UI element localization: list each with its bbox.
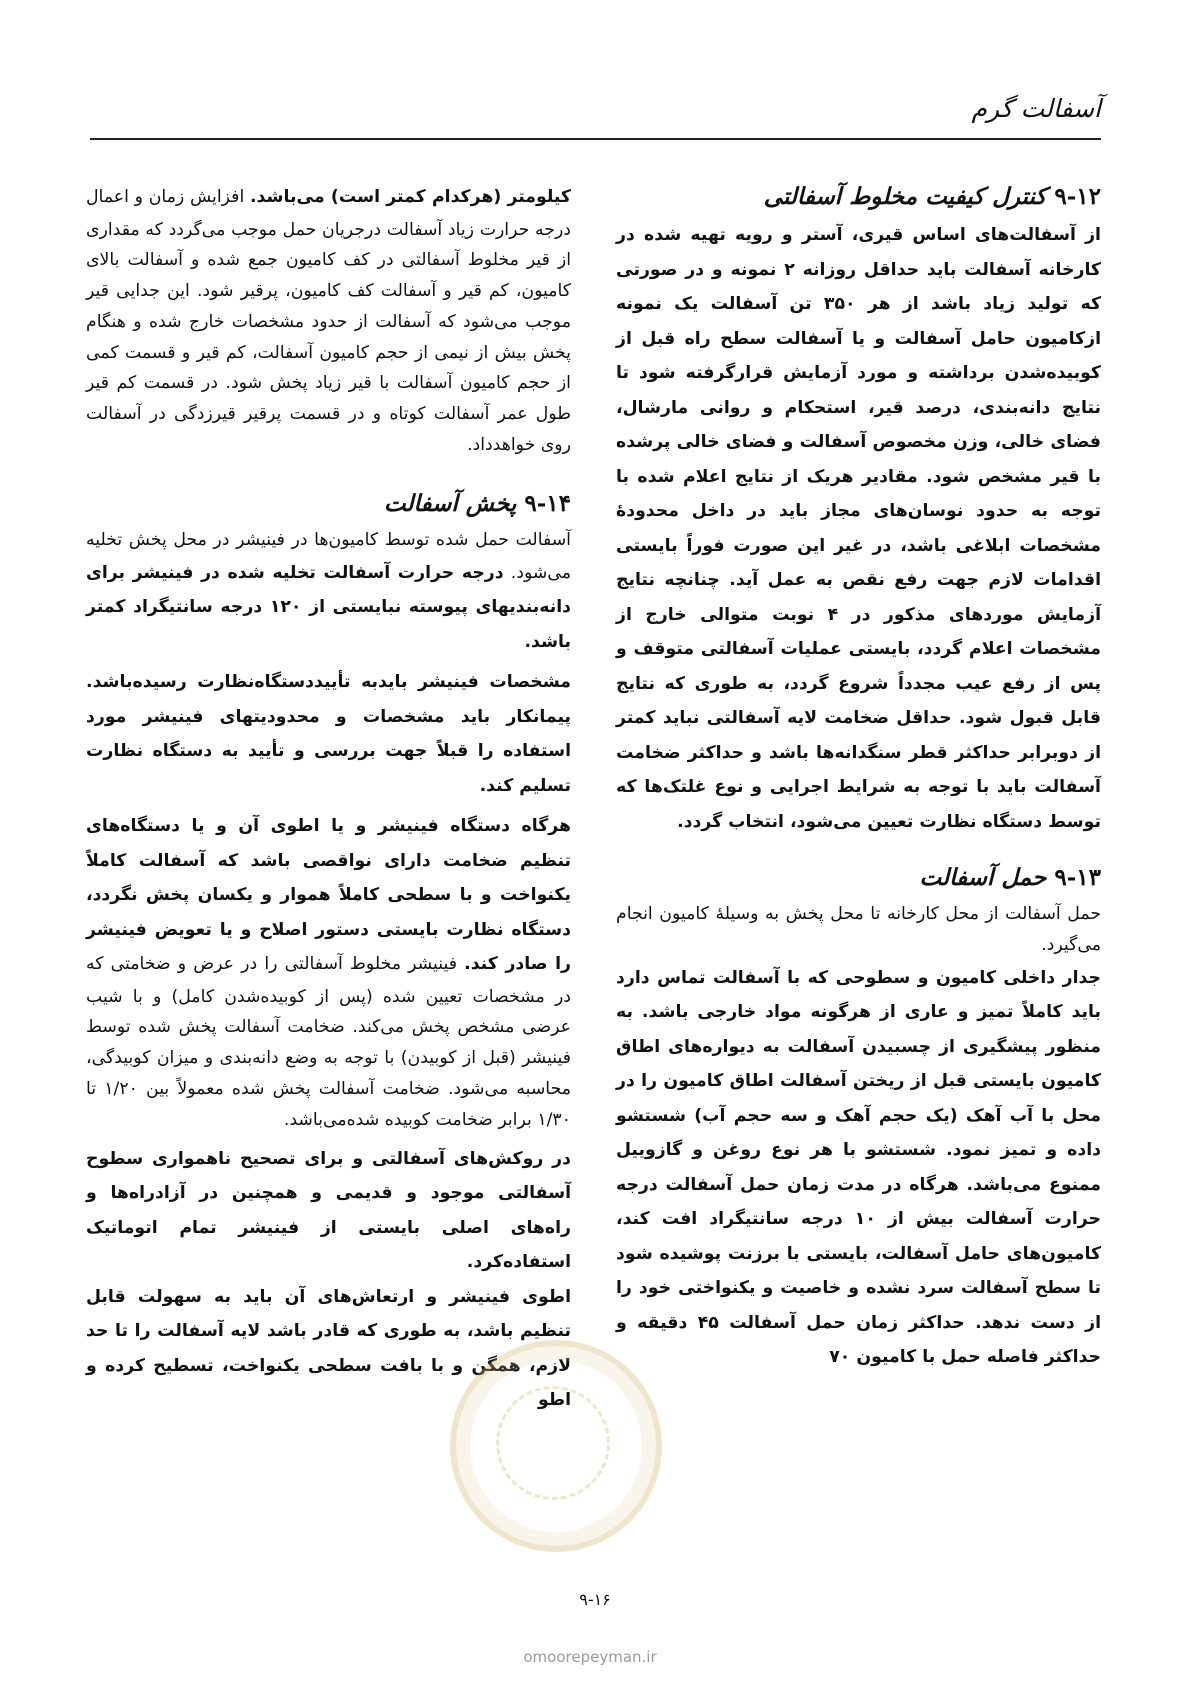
section-14-p4: در روکش‌های آسفالتی و برای تصحیح ناهمواری سطوح آسفالتی موجود و قدیمی و همچنین در آزادراه‌ها و راه‌های اصلی بایستی از فینیشر تمام اتوماتیک استفاده‌کرد. bbox=[86, 1148, 571, 1273]
page-number: ۹-۱۶ bbox=[579, 1590, 611, 1609]
section-14-number: ۹-۱۴ bbox=[524, 489, 571, 517]
section-14-title: پخش آسفالت bbox=[383, 489, 517, 517]
section-13-body: جدار داخلی کامیون و سطوحی که با آسفالت تماس دارد باید کاملاً تمیز و عاری از هرگونه مواد خارجی باشد. به منظور پیشگیری از چسبیدن آسفالت به دیواره‌های اطاق کامیون بایستی قبل از ریختن آسفالت اطاق کامیون را در محل با آب آهک (یک حجم آهک و سه حجم آب) شستشو داده و تمیز نمود. شستشو با هر نوع روغن و گازوییل ممنوع می‌باشد. هرگاه در مدت زمان حمل آسفالت درجه حرارت آسفالت بیش از ۱۰ درجه سانتیگراد افت کند، کامیون‌های حامل آسفالت، بایستی با برزنت پوشیده شود تا سطح آسفالت سرد نشده و خاصیت و یکنواختی خود را از دست ندهد. حداکثر زمان حمل آسفالت ۴۵ دقیقه و حداکثر فاصله حمل با کامیون ۷۰ bbox=[616, 967, 1101, 1368]
section-12-number: ۹-۱۲ bbox=[1054, 183, 1101, 210]
section-13-number: ۹-۱۳ bbox=[1054, 864, 1101, 891]
section-12-title: کنترل کیفیت مخلوط آسفالتی bbox=[763, 183, 1047, 210]
section-14-p3-bold: هرگاه دستگاه فینیشر و یا اطوی آن و یا دستگاه‌های تنظیم ضخامت دارای نواقصی باشد که آسفالت کاملاً یکنواخت و با سطحی کاملاً هموار و یکسان پخش نگردد، دستگاه نظارت بایستی دستور اصلاح و یا تعویض فینیشر را صادر کند. bbox=[86, 816, 571, 975]
section-13-title: حمل آسفالت bbox=[919, 864, 1047, 891]
section-13-intro: حمل آسفالت از محل کارخانه تا محل پخش به وسیلهٔ کامیون انجام می‌گیرد. bbox=[616, 904, 1101, 955]
section-12-heading bbox=[616, 180, 1101, 214]
site-watermark: omoorepeyman.ir bbox=[523, 1648, 657, 1666]
seal-watermark bbox=[450, 1340, 662, 1552]
page-header bbox=[90, 92, 1101, 140]
section-13-heading bbox=[616, 861, 1101, 895]
section-14-p1-bold: درجه حرارت آسفالت تخلیه شده در فینیشر برای دانه‌بندیهای پیوسته نبایستی از ۱۲۰ درجه سانتیگراد کمتر باشد. bbox=[86, 562, 571, 652]
section-14-heading bbox=[86, 487, 571, 521]
section-14-p3-regular: فینیشر مخلوط آسفالتی را در عرض و ضخامتی که در مشخصات تعیین شده (پس از کوبیده‌شدن کامل) و با شیب عرضی مشخص پخش می‌کند. ضخامت آسفالت پخش شده توسط فینیشر (قبل از کوبیدن) با توجه به وضع دانه‌بندی و میزان کوبیدگی، محاسبه می‌شود. ضخامت آسفالت پخش شده معمولاً بین ۱/۲۰ تا ۱/۳۰ برابر ضخامت کوبیده شده‌می‌باشد. bbox=[86, 954, 571, 1130]
running-title: آسفالت گرم bbox=[971, 94, 1101, 123]
continuation-bold: کیلومتر (هرکدام کمتر است) می‌باشد. bbox=[249, 187, 571, 207]
section-14-p2: مشخصات فینیشر بایدبه تأییددستگاه‌نظارت رسیده‌باشد. پیمانکار باید مشخصات و محدودیتهای فینیشر مورد استفاده را قبلاً جهت بررسی و تأیید به دستگاه نظارت تسلیم کند. bbox=[86, 672, 571, 796]
section-14-p5: اطوی فینیشر و ارتعاش‌های آن باید به سهولت قابل تنظیم باشد، به طوری که قادر باشد لایه آسفالت را تا حد لازم، همگن و با بافت سطحی یکنواخت، تسطیح کرده و اطو bbox=[86, 1286, 571, 1411]
section-12-body: از آسفالت‌های اساس قیری، آستر و رویه تهیه شده در کارخانه آسفالت باید حداقل روزانه ۲ نمونه و در صورتی که تولید زیاد باشد از هر ۳۵۰ تن آسفالت یک نمونه ازکامیون حامل آسفالت و یا آسفالت سطح راه قبل از کوبیده‌شدن برداشته و مورد آزمایش قرارگرفته شود تا نتایج دانه‌بندی، درصد قیر، استحکام و روانی مارشال، فضای خالی، وزن مخصوص آسفالت و فضای خالی پرشده با قیر مشخص شود. مقادیر هریک از نتایج اعلام شده با توجه به حدود نوسان‌های مجاز باید در داخل محدودهٔ مشخصات ابلاغی باشد، در غیر این صورت فوراً بایستی اقدامات لازم جهت رفع نقص به عمل آید. چنانچه نتایج آزمایش موردهای مذکور در ۴ نوبت متوالی خارج از مشخصات اعلام گردد، بایستی عملیات آسفالتی متوقف و پس از رفع عیب مجدداً شروع گردد، به طوری که نتایج قابل قبول شود. حداقل ضخامت لایه آسفالتی نباید کمتر از دوبرابر حداکثر قطر سنگدانه‌ها باشد و حداکثر ضخامت آسفالت باید با توجه به شرایط اجرایی و نوع غلتک‌ها که توسط دستگاه نظارت تعیین می‌شود، انتخاب گردد. bbox=[616, 225, 1101, 832]
right-column bbox=[616, 180, 1101, 1574]
section-14-p1-regular: آسفالت حمل شده توسط کامیون‌ها در فینیشر در محل پخش تخلیه می‌شود. bbox=[86, 529, 572, 583]
continuation-text: افزایش زمان و اعمال درجه حرارت زیاد آسفالت درجریان حمل موجب می‌گردد که مقداری از قیر مخلوط آسفالتی در کف کامیون جمع شده و آسفالت بالای کامیون، کم قیر و آسفالت کف کامیون، پرقیر شود. این جدایی قیر موجب می‌شود که آسفالت از حدود مشخصات خارج شده و هنگام پخش بیش از نیمی از حجم کامیون آسفالت، کم قیر و قسمت کمی از حجم کامیون آسفالت با قیر زیاد پخش شود. در قسمت کم قیر طول عمر آسفالت کوتاه و در قسمت پرقیر قیرزدگی در آسفالت روی خواهدداد. bbox=[86, 187, 571, 456]
